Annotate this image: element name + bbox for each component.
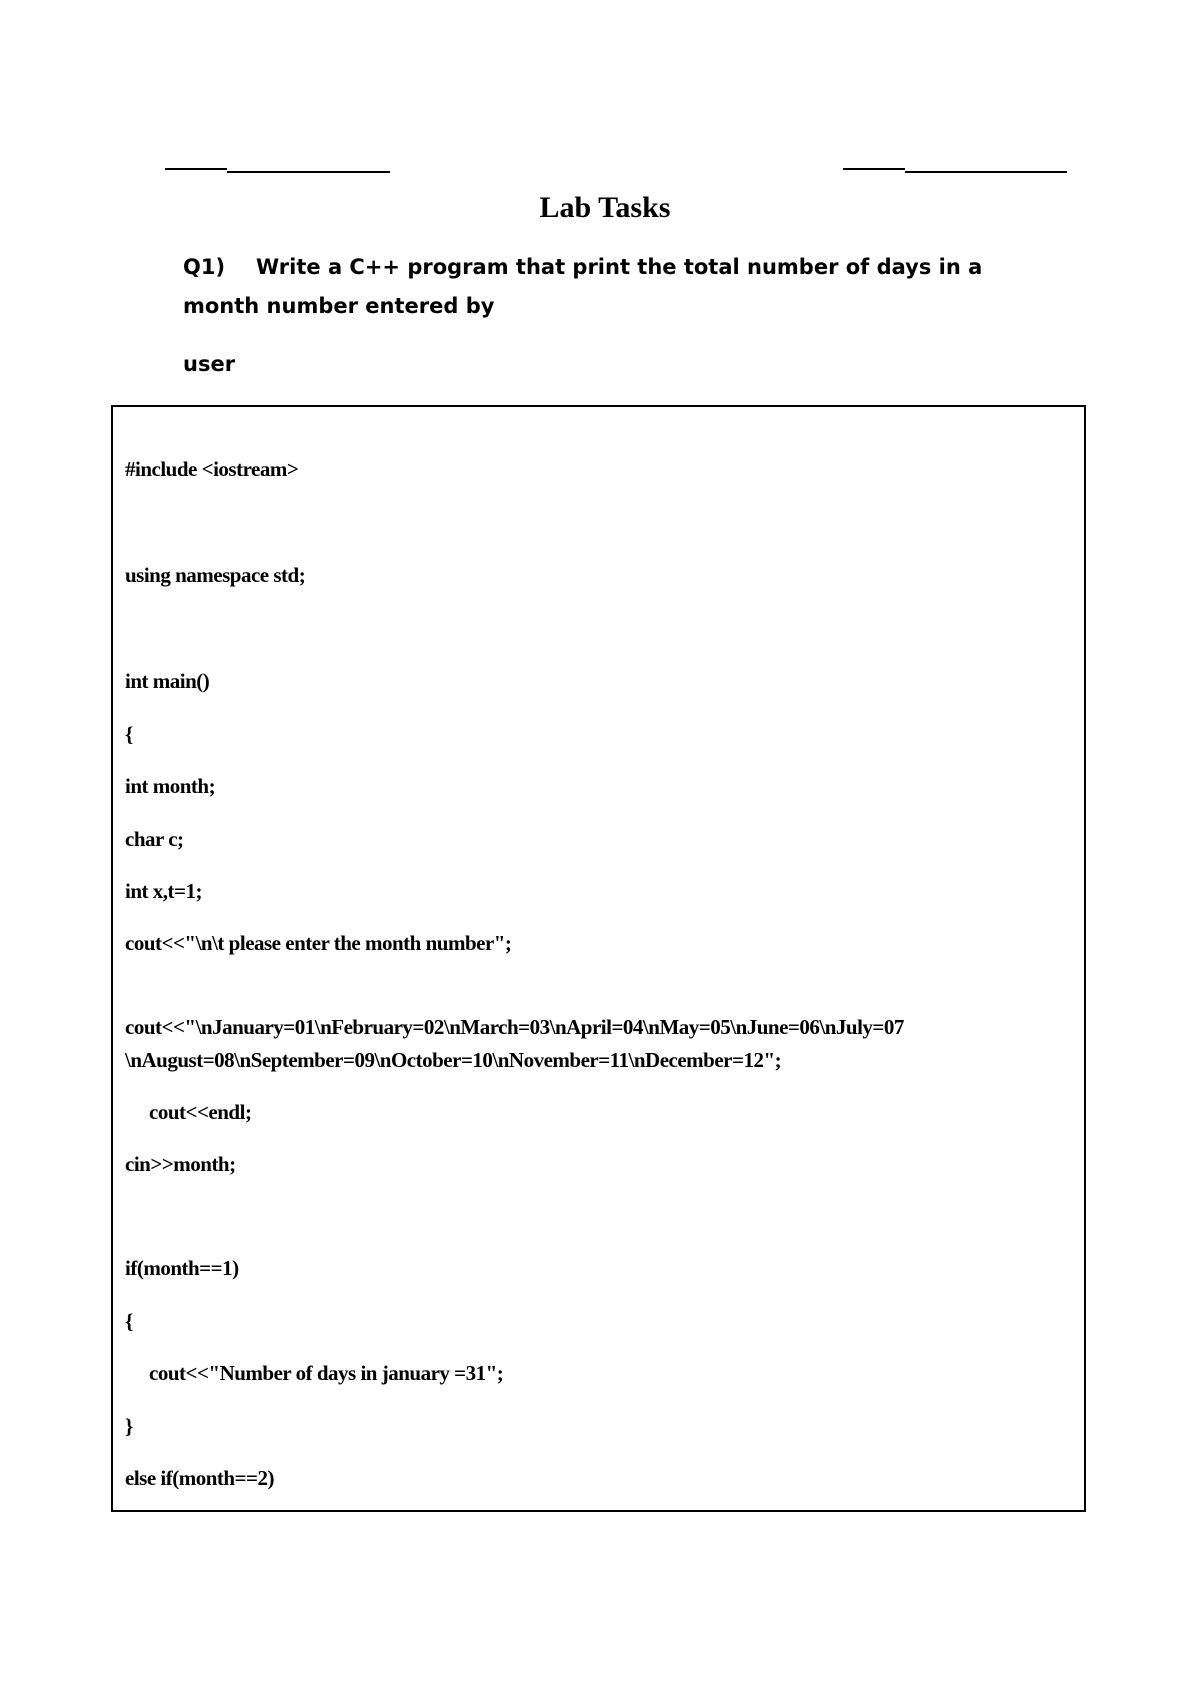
code-line: cout<<endl; bbox=[149, 1100, 252, 1124]
code-line: { bbox=[125, 722, 133, 746]
code-line: int main() bbox=[125, 669, 210, 693]
code-line: cout<<"Number of days in january =31"; bbox=[149, 1361, 504, 1385]
header-rule-left bbox=[165, 168, 227, 170]
code-line: { bbox=[125, 1309, 133, 1333]
code-line: int x,t=1; bbox=[125, 879, 202, 903]
code-line: \nAugust=08\nSeptember=09\nOctober=10\nNovember=11\nDecember=12"; bbox=[125, 1048, 782, 1072]
code-line: cin>>month; bbox=[125, 1152, 236, 1176]
code-line: using namespace std; bbox=[125, 563, 306, 587]
code-line: } bbox=[125, 1414, 133, 1438]
code-line: int month; bbox=[125, 774, 216, 798]
code-line: #include <iostream> bbox=[125, 457, 299, 481]
code-line: else if(month==2) bbox=[125, 1466, 274, 1490]
code-line: cout<<"\n\t please enter the month number"; bbox=[125, 931, 512, 955]
question-number: Q1) bbox=[183, 255, 226, 279]
code-line: char c; bbox=[125, 827, 184, 851]
header-rule-right-extension bbox=[905, 171, 1067, 173]
code-line: cout<<"\nJanuary=01\nFebruary=02\nMarch=03\nApril=04\nMay=05\nJune=06\nJuly=07 bbox=[125, 1015, 904, 1039]
page-title: Lab Tasks bbox=[539, 191, 671, 224]
code-line: if(month==1) bbox=[125, 1256, 239, 1280]
question-body: Write a C++ program that print the total number of days in a month number entered by bbox=[183, 255, 983, 318]
question-text bbox=[183, 248, 1063, 326]
code-box bbox=[111, 405, 1086, 1512]
header-rule-right bbox=[843, 168, 905, 170]
question-continuation: user bbox=[183, 352, 236, 376]
header-rule-left-extension bbox=[227, 171, 390, 173]
